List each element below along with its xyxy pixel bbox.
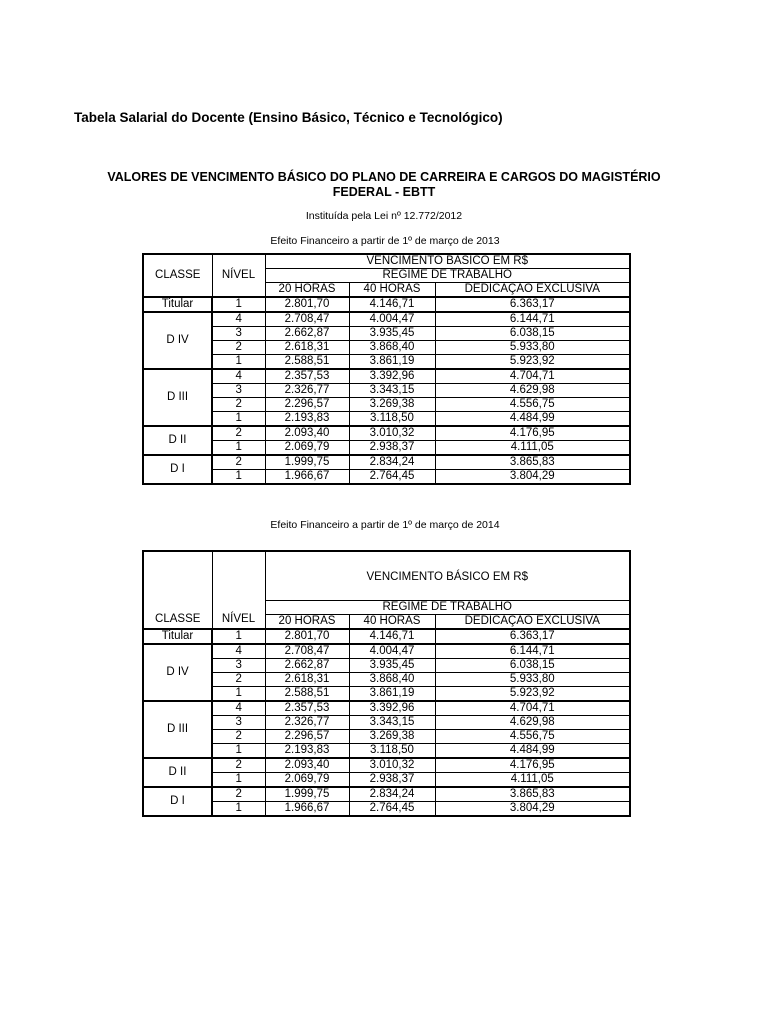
table-row <box>143 659 630 673</box>
value-dedicacao-exclusiva: 5.923,92 <box>435 687 630 702</box>
table-row <box>143 758 630 773</box>
nivel-cell: 1 <box>212 773 265 788</box>
value-40-horas: 3.343,15 <box>349 716 435 730</box>
value-40-horas: 3.269,38 <box>349 398 435 412</box>
classe-cell: D II <box>143 758 212 787</box>
nivel-cell: 2 <box>212 398 265 412</box>
table-row <box>143 687 630 702</box>
table-row <box>143 673 630 687</box>
value-40-horas: 4.004,47 <box>349 644 435 659</box>
value-20-horas: 2.069,79 <box>265 773 349 788</box>
value-dedicacao-exclusiva: 4.111,05 <box>435 441 630 456</box>
value-dedicacao-exclusiva: 4.704,71 <box>435 701 630 716</box>
value-20-horas: 2.801,70 <box>265 297 349 312</box>
value-40-horas: 3.868,40 <box>349 341 435 355</box>
classe-cell: Titular <box>143 629 212 644</box>
effect-caption-2014: Efeito Financeiro a partir de 1º de março de 2014 <box>270 519 500 531</box>
value-dedicacao-exclusiva: 4.556,75 <box>435 730 630 744</box>
table-row <box>143 441 630 456</box>
header-dedicacao-exclusiva: DEDICAÇÃO EXCLUSIVA <box>435 615 630 630</box>
table-row <box>143 398 630 412</box>
table-row <box>143 312 630 327</box>
table-row <box>143 455 630 470</box>
nivel-cell: 3 <box>212 327 265 341</box>
value-20-horas: 2.618,31 <box>265 341 349 355</box>
value-dedicacao-exclusiva: 4.629,98 <box>435 384 630 398</box>
value-dedicacao-exclusiva: 4.176,95 <box>435 426 630 441</box>
value-40-horas: 3.343,15 <box>349 384 435 398</box>
value-20-horas: 2.093,40 <box>265 758 349 773</box>
value-dedicacao-exclusiva: 3.865,83 <box>435 787 630 802</box>
table-row <box>143 716 630 730</box>
value-dedicacao-exclusiva: 4.111,05 <box>435 773 630 788</box>
table-row <box>143 730 630 744</box>
nivel-cell: 1 <box>212 441 265 456</box>
heading-line-1: VALORES DE VENCIMENTO BÁSICO DO PLANO DE CARREIRA E CARGOS DO MAGISTÉRIO <box>107 170 661 184</box>
nivel-cell: 2 <box>212 787 265 802</box>
value-40-horas: 3.010,32 <box>349 426 435 441</box>
heading-line-2: FEDERAL - EBTT <box>332 185 436 199</box>
value-40-horas: 2.764,45 <box>349 470 435 485</box>
value-20-horas: 2.326,77 <box>265 716 349 730</box>
value-dedicacao-exclusiva: 3.804,29 <box>435 470 630 485</box>
value-20-horas: 2.357,53 <box>265 701 349 716</box>
header-40-horas: 40 HORAS <box>349 283 435 298</box>
value-20-horas: 2.708,47 <box>265 644 349 659</box>
value-dedicacao-exclusiva: 6.144,71 <box>435 644 630 659</box>
header-nivel: NÍVEL <box>212 254 265 297</box>
value-20-horas: 2.193,83 <box>265 744 349 759</box>
header-vencimento: VENCIMENTO BÁSICO EM R$ <box>265 551 630 601</box>
classe-cell: D III <box>143 701 212 758</box>
value-40-horas: 3.269,38 <box>349 730 435 744</box>
value-20-horas: 2.093,40 <box>265 426 349 441</box>
salary-table-2013 <box>142 253 631 485</box>
table-row <box>143 384 630 398</box>
table-row <box>143 297 630 312</box>
main-heading <box>80 170 688 200</box>
value-40-horas: 4.146,71 <box>349 297 435 312</box>
nivel-cell: 3 <box>212 659 265 673</box>
value-dedicacao-exclusiva: 4.556,75 <box>435 398 630 412</box>
value-dedicacao-exclusiva: 5.933,80 <box>435 673 630 687</box>
nivel-cell: 1 <box>212 297 265 312</box>
table-body <box>143 629 630 816</box>
value-dedicacao-exclusiva: 6.038,15 <box>435 659 630 673</box>
classe-cell: D I <box>143 455 212 484</box>
value-dedicacao-exclusiva: 5.933,80 <box>435 341 630 355</box>
document-title: Tabela Salarial do Docente (Ensino Básico, Técnico e Tecnológico) <box>74 110 503 125</box>
classe-cell: D II <box>143 426 212 455</box>
header-20-horas: 20 HORAS <box>265 283 349 298</box>
value-dedicacao-exclusiva: 4.704,71 <box>435 369 630 384</box>
value-40-horas: 3.935,45 <box>349 327 435 341</box>
value-20-horas: 1.966,67 <box>265 470 349 485</box>
header-nivel: NÍVEL <box>212 551 265 629</box>
value-40-horas: 3.935,45 <box>349 659 435 673</box>
classe-cell: D I <box>143 787 212 816</box>
nivel-cell: 2 <box>212 673 265 687</box>
value-20-horas: 1.999,75 <box>265 787 349 802</box>
table-row <box>143 412 630 427</box>
value-20-horas: 2.618,31 <box>265 673 349 687</box>
table-header <box>143 254 630 297</box>
value-dedicacao-exclusiva: 6.363,17 <box>435 297 630 312</box>
nivel-cell: 2 <box>212 758 265 773</box>
value-dedicacao-exclusiva: 4.629,98 <box>435 716 630 730</box>
value-40-horas: 3.118,50 <box>349 744 435 759</box>
table-row <box>143 644 630 659</box>
nivel-cell: 2 <box>212 455 265 470</box>
table-row <box>143 744 630 759</box>
value-dedicacao-exclusiva: 4.484,99 <box>435 744 630 759</box>
salary-table-2014 <box>142 550 631 817</box>
classe-cell: Titular <box>143 297 212 312</box>
table-row <box>143 426 630 441</box>
value-20-horas: 2.296,57 <box>265 398 349 412</box>
nivel-cell: 1 <box>212 802 265 817</box>
value-40-horas: 3.861,19 <box>349 355 435 370</box>
value-20-horas: 2.193,83 <box>265 412 349 427</box>
nivel-cell: 4 <box>212 312 265 327</box>
value-20-horas: 2.357,53 <box>265 369 349 384</box>
value-40-horas: 2.938,37 <box>349 773 435 788</box>
nivel-cell: 3 <box>212 384 265 398</box>
nivel-cell: 2 <box>212 341 265 355</box>
nivel-cell: 1 <box>212 629 265 644</box>
value-20-horas: 2.588,51 <box>265 687 349 702</box>
header-40-horas: 40 HORAS <box>349 615 435 630</box>
law-reference: Instituída pela Lei nº 12.772/2012 <box>305 210 463 222</box>
table-header <box>143 551 630 629</box>
value-40-horas: 4.146,71 <box>349 629 435 644</box>
nivel-cell: 1 <box>212 355 265 370</box>
table-row <box>143 701 630 716</box>
value-20-horas: 1.966,67 <box>265 802 349 817</box>
nivel-cell: 4 <box>212 701 265 716</box>
value-dedicacao-exclusiva: 3.865,83 <box>435 455 630 470</box>
value-20-horas: 2.296,57 <box>265 730 349 744</box>
header-dedicacao-exclusiva: DEDICAÇÃO EXCLUSIVA <box>435 283 630 298</box>
value-40-horas: 3.118,50 <box>349 412 435 427</box>
value-dedicacao-exclusiva: 6.038,15 <box>435 327 630 341</box>
classe-cell: D IV <box>143 644 212 701</box>
value-40-horas: 4.004,47 <box>349 312 435 327</box>
header-classe: CLASSE <box>143 551 212 629</box>
value-20-horas: 2.588,51 <box>265 355 349 370</box>
value-40-horas: 2.834,24 <box>349 455 435 470</box>
value-dedicacao-exclusiva: 6.144,71 <box>435 312 630 327</box>
nivel-cell: 1 <box>212 412 265 427</box>
classe-cell: D III <box>143 369 212 426</box>
value-dedicacao-exclusiva: 4.484,99 <box>435 412 630 427</box>
header-regime: REGIME DE TRABALHO <box>265 601 630 615</box>
table-row <box>143 355 630 370</box>
value-20-horas: 2.662,87 <box>265 327 349 341</box>
value-20-horas: 2.326,77 <box>265 384 349 398</box>
value-40-horas: 3.392,96 <box>349 701 435 716</box>
value-20-horas: 2.708,47 <box>265 312 349 327</box>
classe-cell: D IV <box>143 312 212 369</box>
nivel-cell: 3 <box>212 716 265 730</box>
table-row <box>143 327 630 341</box>
nivel-cell: 4 <box>212 644 265 659</box>
table-row <box>143 802 630 817</box>
nivel-cell: 1 <box>212 470 265 485</box>
value-dedicacao-exclusiva: 4.176,95 <box>435 758 630 773</box>
value-20-horas: 1.999,75 <box>265 455 349 470</box>
value-40-horas: 3.868,40 <box>349 673 435 687</box>
nivel-cell: 2 <box>212 730 265 744</box>
header-regime: REGIME DE TRABALHO <box>265 269 630 283</box>
value-20-horas: 2.662,87 <box>265 659 349 673</box>
nivel-cell: 2 <box>212 426 265 441</box>
effect-caption-2013: Efeito Financeiro a partir de 1º de março de 2013 <box>270 235 500 247</box>
value-40-horas: 2.764,45 <box>349 802 435 817</box>
header-classe: CLASSE <box>143 254 212 297</box>
value-40-horas: 2.834,24 <box>349 787 435 802</box>
table-row <box>143 773 630 788</box>
value-dedicacao-exclusiva: 3.804,29 <box>435 802 630 817</box>
value-40-horas: 3.010,32 <box>349 758 435 773</box>
nivel-cell: 4 <box>212 369 265 384</box>
table-row <box>143 470 630 485</box>
value-dedicacao-exclusiva: 5.923,92 <box>435 355 630 370</box>
value-40-horas: 2.938,37 <box>349 441 435 456</box>
nivel-cell: 1 <box>212 744 265 759</box>
value-40-horas: 3.861,19 <box>349 687 435 702</box>
table-row <box>143 341 630 355</box>
nivel-cell: 1 <box>212 687 265 702</box>
table-row <box>143 787 630 802</box>
table-row <box>143 369 630 384</box>
value-40-horas: 3.392,96 <box>349 369 435 384</box>
header-vencimento: VENCIMENTO BÁSICO EM R$ <box>265 254 630 269</box>
value-20-horas: 2.801,70 <box>265 629 349 644</box>
table-row <box>143 629 630 644</box>
header-20-horas: 20 HORAS <box>265 615 349 630</box>
value-dedicacao-exclusiva: 6.363,17 <box>435 629 630 644</box>
table-body <box>143 297 630 484</box>
value-20-horas: 2.069,79 <box>265 441 349 456</box>
